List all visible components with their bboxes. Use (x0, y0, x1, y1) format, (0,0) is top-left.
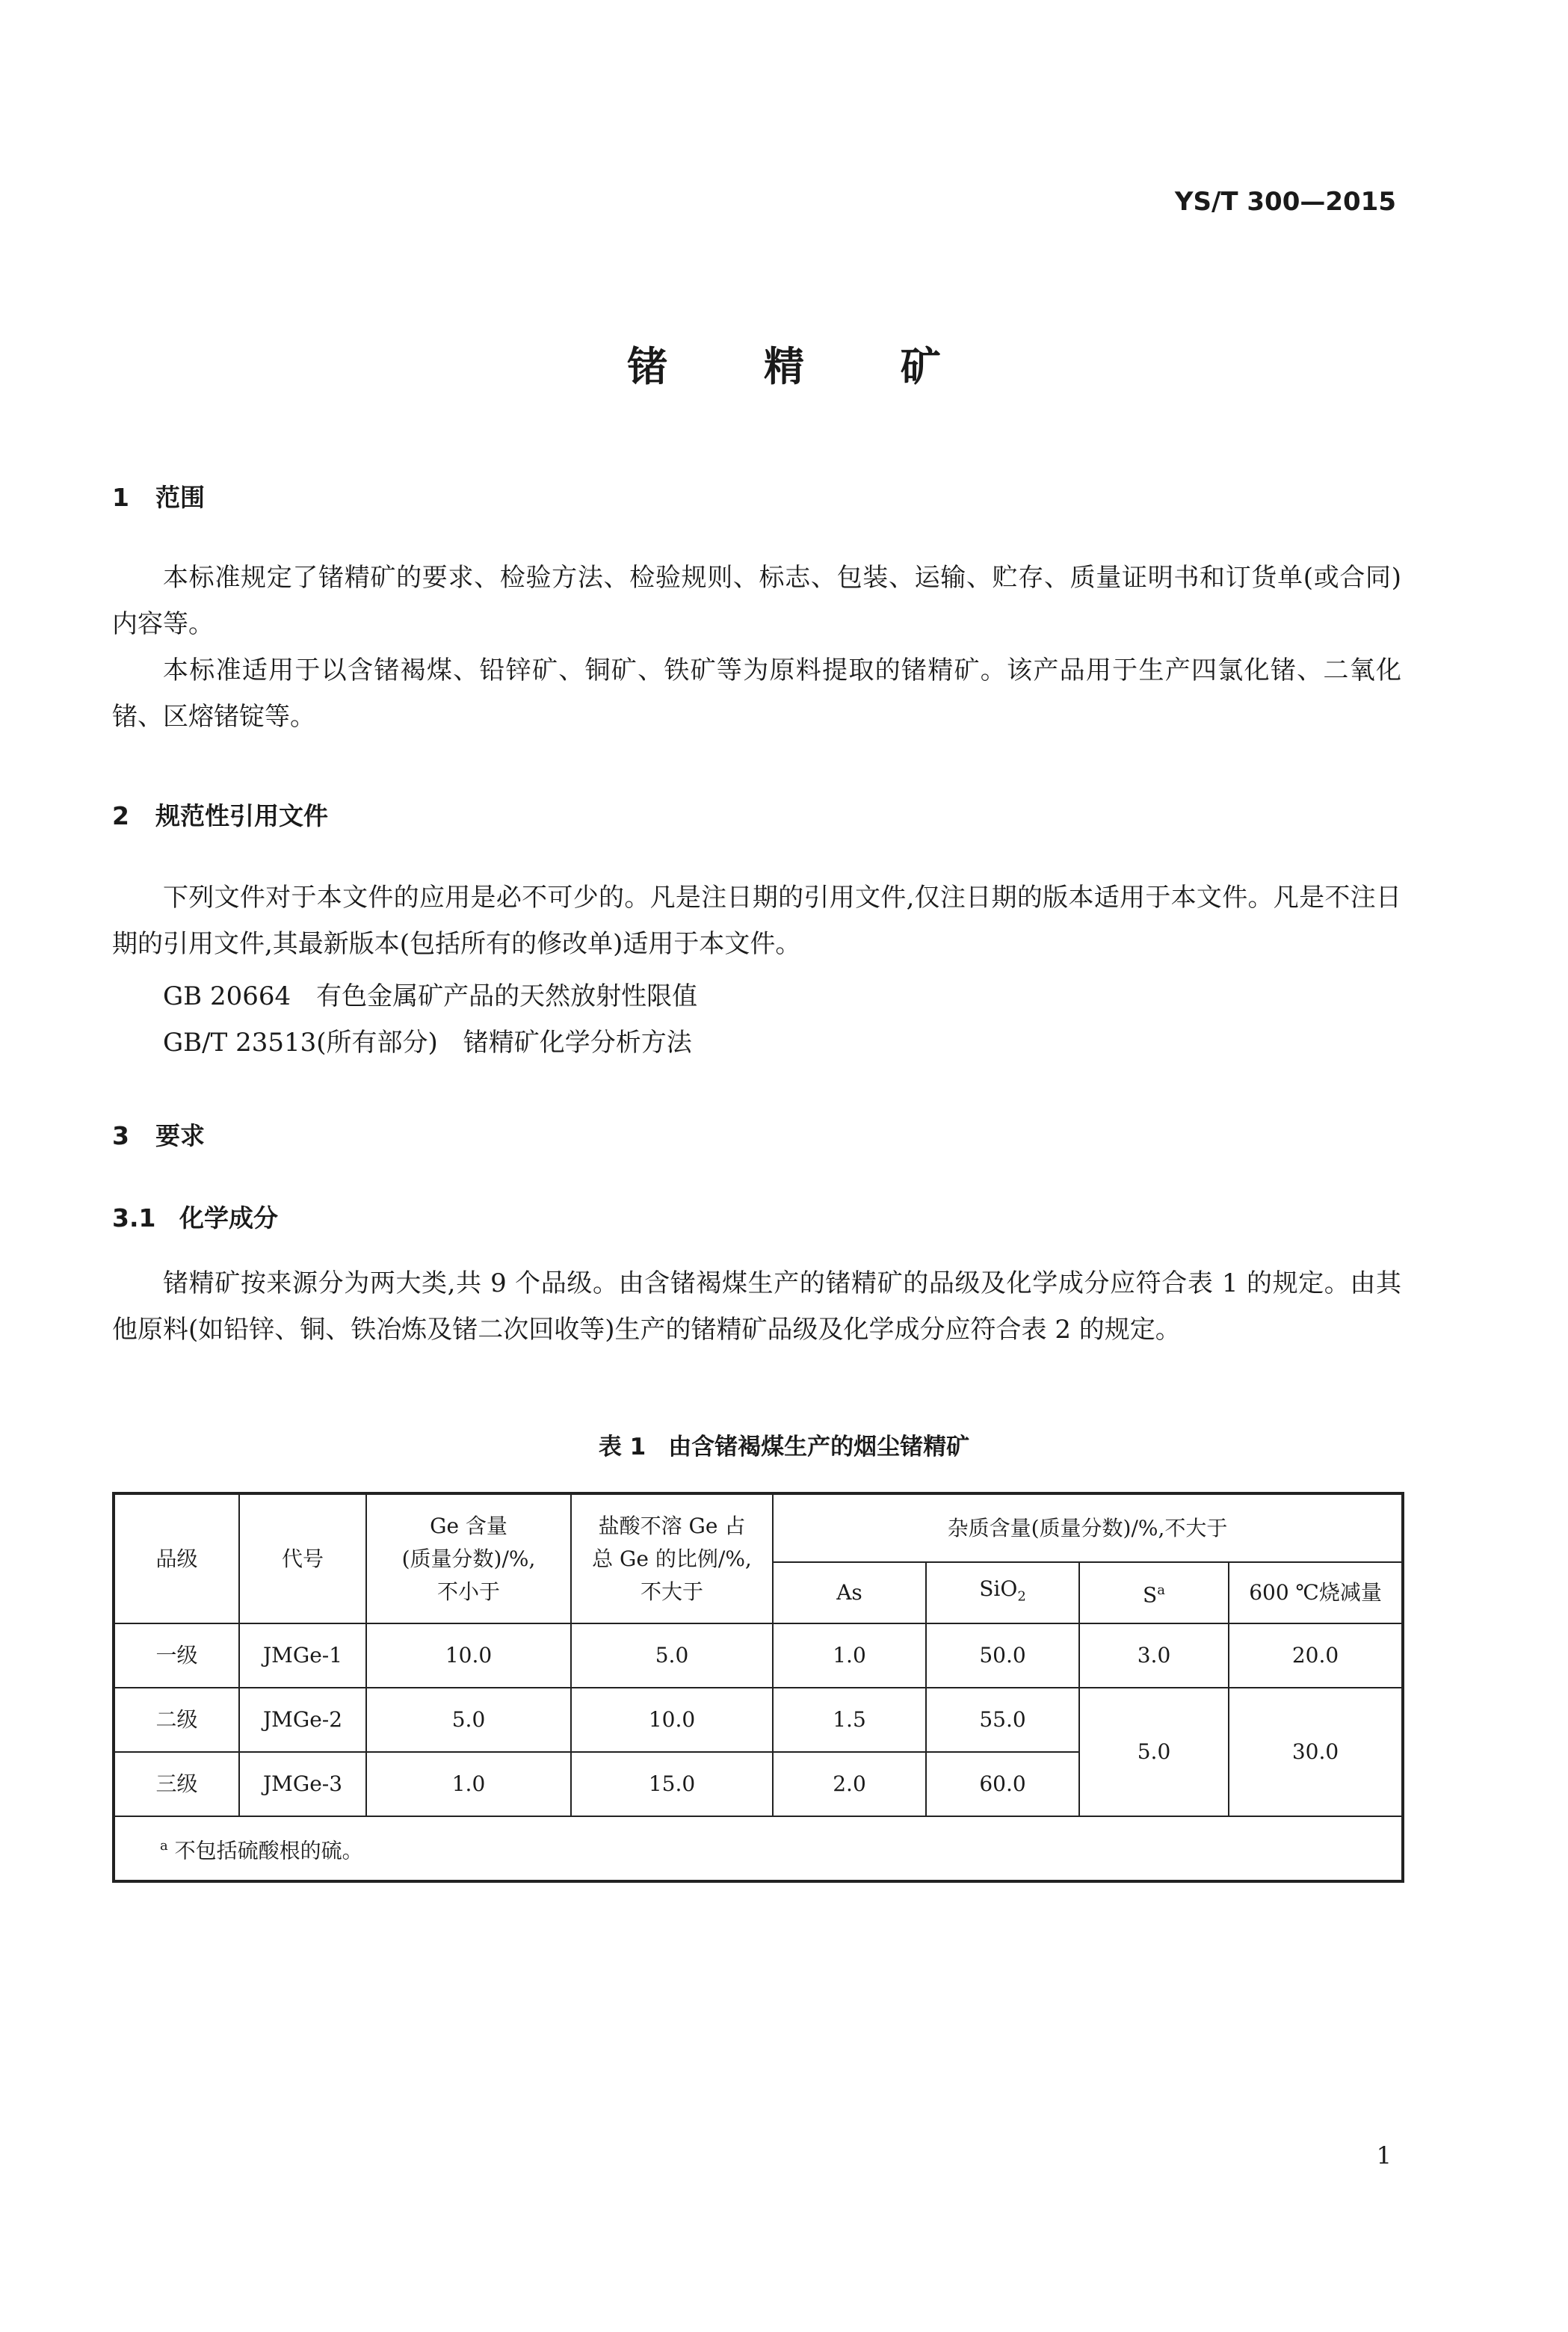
document-title: 锗 精 矿 (627, 343, 941, 390)
section-3-1-paragraph: 锗精矿按来源分为两大类,共 9 个品级。由含锗褐煤生产的锗精矿的品级及化学成分应符合表 1 的规定。由其他原料(如铅锌、铜、铁冶炼及锗二次回收等)生产的锗精矿品级及化学成分应符合表 2 的规定。 (112, 1268, 1401, 1345)
section-3-heading (112, 1117, 205, 1152)
header-impurity: 杂质含量(质量分数)/%,不大于 (773, 1493, 1403, 1562)
header-line: 不大于 (640, 1579, 703, 1604)
cell-s: 3.0 (1079, 1623, 1229, 1688)
section-title: 化学成分 (179, 1203, 278, 1233)
cell-code: JMGe-1 (239, 1623, 366, 1688)
table-row (114, 1688, 1403, 1752)
s-superscript: a (1157, 1582, 1165, 1598)
cell-ge: 1.0 (366, 1752, 571, 1816)
header-s (1079, 1562, 1229, 1623)
table-caption-title: 由含锗褐煤生产的烟尘锗精矿 (668, 1434, 970, 1460)
table-caption-label: 表 1 (598, 1434, 646, 1460)
table-1 (112, 1492, 1404, 1883)
section-number: 3.1 (112, 1203, 156, 1233)
header-line: (质量分数)/%, (401, 1546, 536, 1571)
section-number: 3 (112, 1121, 129, 1150)
cell-hcl: 5.0 (571, 1623, 773, 1688)
header-as: As (773, 1562, 926, 1623)
sio2-base: SiO (979, 1576, 1018, 1601)
section-number: 2 (112, 801, 129, 830)
header-grade: 品级 (114, 1493, 239, 1623)
standard-number: YS/T 300—2015 (1174, 187, 1396, 217)
header-hcl-insoluble (571, 1493, 773, 1623)
section-2-heading (112, 797, 328, 832)
footnote-text: 不包括硫酸根的硫。 (174, 1838, 363, 1863)
section-1-paragraph-1: 本标准规定了锗精矿的要求、检验方法、检验规则、标志、包装、运输、贮存、质量证明书和订货单(或合同)内容等。 (112, 563, 1401, 639)
cell-as: 2.0 (773, 1752, 926, 1816)
table-1-caption (0, 1428, 1568, 1461)
table-footnote (114, 1816, 1403, 1881)
header-line: Ge 含量 (430, 1513, 507, 1538)
cell-sio2: 60.0 (926, 1752, 1079, 1816)
section-2-paragraph: 下列文件对于本文件的应用是必不可少的。凡是注日期的引用文件,仅注日期的版本适用于本文件。凡是不注日期的引用文件,其最新版本(包括所有的修改单)适用于本文件。 (112, 883, 1401, 959)
cell-code: JMGe-3 (239, 1752, 366, 1816)
s-base: S (1143, 1582, 1158, 1608)
cell-hcl: 15.0 (571, 1752, 773, 1816)
header-code: 代号 (239, 1493, 366, 1623)
cell-loss: 20.0 (1229, 1623, 1403, 1688)
cell-grade: 一级 (114, 1623, 239, 1688)
sio2-subscript: 2 (1017, 1588, 1026, 1605)
cell-hcl: 10.0 (571, 1688, 773, 1752)
cell-grade: 二级 (114, 1688, 239, 1752)
section-3-1-heading (112, 1199, 278, 1234)
cell-as: 1.5 (773, 1688, 926, 1752)
cell-sio2: 55.0 (926, 1688, 1079, 1752)
section-number: 1 (112, 483, 129, 512)
cell-sio2: 50.0 (926, 1623, 1079, 1688)
section-title: 规范性引用文件 (155, 801, 328, 830)
cell-ge: 10.0 (366, 1623, 571, 1688)
header-sio2 (926, 1562, 1079, 1623)
header-ge-content (366, 1493, 571, 1623)
cell-loss-merged: 30.0 (1229, 1688, 1403, 1816)
reference-gb20664: GB 20664 有色金属矿产品的天然放射性限值 (163, 981, 698, 1011)
page-number: 1 (1376, 2141, 1392, 2170)
section-title: 要求 (155, 1121, 205, 1150)
reference-gbt23513: GB/T 23513(所有部分) 锗精矿化学分析方法 (163, 1028, 692, 1058)
cell-ge: 5.0 (366, 1688, 571, 1752)
cell-code: JMGe-2 (239, 1688, 366, 1752)
header-line: 不小于 (436, 1579, 500, 1604)
cell-s-merged: 5.0 (1079, 1688, 1229, 1816)
cell-as: 1.0 (773, 1623, 926, 1688)
section-title: 范围 (155, 483, 205, 512)
table-row (114, 1623, 1403, 1688)
footnote-mark: a (160, 1837, 168, 1854)
cell-grade: 三级 (114, 1752, 239, 1816)
section-1-paragraph-2: 本标准适用于以含锗褐煤、铅锌矿、铜矿、铁矿等为原料提取的锗精矿。该产品用于生产四氯化锗、二氧化锗、区熔锗锭等。 (112, 656, 1401, 732)
header-line: 盐酸不溶 Ge 占 (598, 1513, 746, 1538)
header-loss: 600 ℃烧减量 (1229, 1562, 1403, 1623)
header-line: 总 Ge 的比例/%, (592, 1546, 752, 1571)
section-1-heading (112, 478, 205, 513)
